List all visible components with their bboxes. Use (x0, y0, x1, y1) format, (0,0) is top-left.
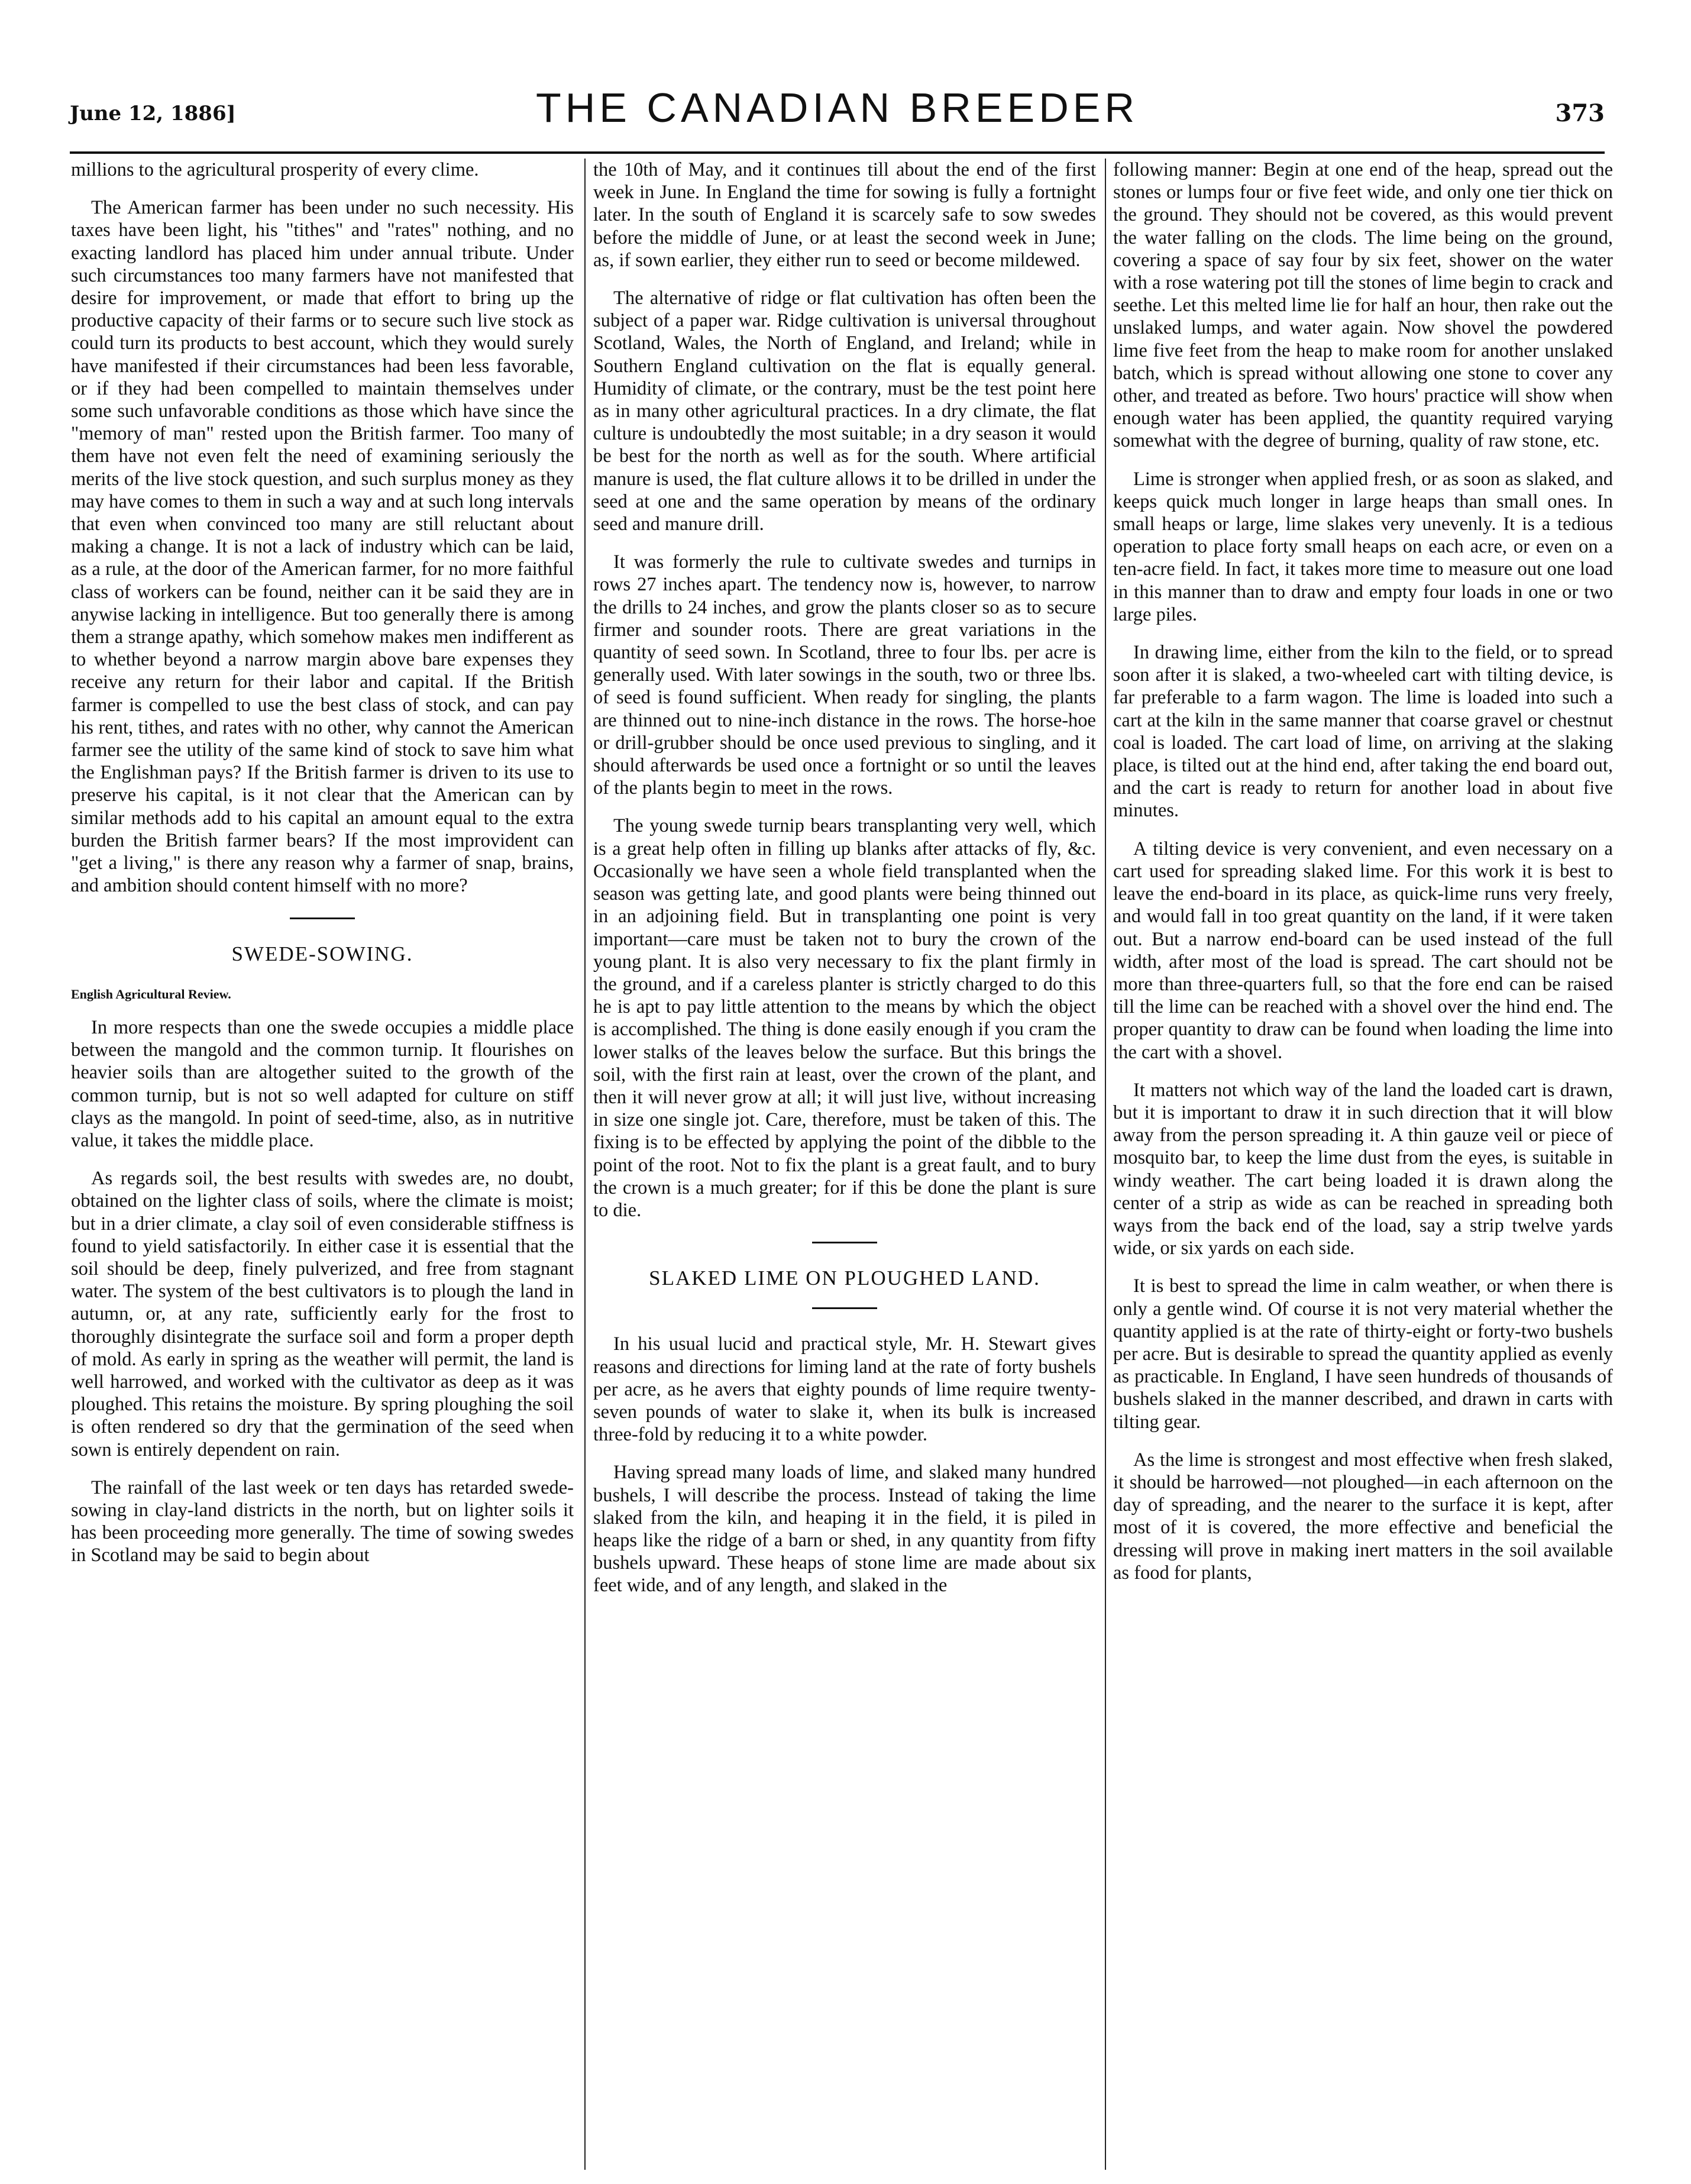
paragraph: It was formerly the rule to cultivate swedes and turnips in rows 27 inches apart. The tendency now is, however, to narrow the drills to 24 inches, and grow the plants closer so as to secure firmer and sounder roots. There are great variations in the quantity of seed sown. In Scotland, three to four lbs. per acre is generally used. With later sowings in the south, two or three lbs. of seed is found sufficient. When ready for singling, the plants are thinned out to nine-inch distance in the rows. The horse-hoe or drill-grubber should be once used previous to singling, and it should afterwards be used once a fortnight or so until the leaves of the plants begin to meet in the rows. (593, 551, 1096, 799)
paragraph: In more respects than one the swede occupies a middle place between the mangold and the common turnip. It flourishes on heavier soils than are altogether suited to the growth of the common turnip, but is not so well adapted for culture on stiff clays as the mangold. In point of seed-time, also, as in nutritive value, it takes the middle place. (71, 1016, 574, 1151)
section-title-swede-sowing: SWEDE-SOWING. (231, 942, 413, 965)
paragraph: A tilting device is very convenient, and even necessary on a cart used for spreading slaked lime. For this work it is best to leave the end-board in its place, as quick-lime runs very freely, and would fall in too great quantity on the land, if it were taken out. But a narrow end-board can be used instead of the full width, after most of the load is spread. The cart should not be more than three-quarters full, so that the fore end can be raised till the lime can be reached with a shovel over the hind end. The proper quantity to draw can be found when loading the lime into the cart with a shovel. (1113, 838, 1613, 1063)
paragraph: It matters not which way of the land the loaded cart is drawn, but it is important to draw it in such direction that it will blow away from the person spreading it. A thin gauze veil or piece of mosquito bar, to keep the lime dust from the eyes, is suitable in windy weather. The cart being loaded it is drawn along the center of a strip as wide as can be reached in spreading both ways from the back end of the load, say a strip twelve yards wide, or six yards on each side. (1113, 1079, 1613, 1259)
paragraph: following manner: Begin at one end of the heap, spread out the stones or lumps four or five feet wide, and only one tier thick on the ground. They should not be covered, as this would prevent the water falling on the clods. The lime being on the ground, covering a space of say four by six feet, shower on the water with a rose watering pot till the stones of lime begin to crack and seethe. Let this melted lime lie for half an hour, then rake out the unslaked lumps, and water again. Now shovel the powdered lime five feet from the heap to make room for another unslaked batch, which is spread without allowing one stone to cover any other, and treated as before. Two hours' practice will show when enough water has been applied, the quantity required varying somewhat with the degree of burning, quality of raw stone, etc. (1113, 159, 1613, 452)
paragraph: the 10th of May, and it continues till about the end of the first week in June. In England the time for sowing is fully a fortnight later. In the south of England it is scarcely safe to sow swedes before the middle of June, or at least the second week in June; as, if sown earlier, they either run to seed or become mildewed. (593, 159, 1096, 271)
paragraph: In his usual lucid and practical style, Mr. H. Stewart gives reasons and directions for liming land at the rate of forty bushels per acre, as he avers that eighty pounds of lime require twenty-seven pounds of water to slake it, when its bulk is increased three-fold by reducing it to a white powder. (593, 1333, 1096, 1446)
paragraph: The rainfall of the last week or ten days has retarded swede-sowing in clay-land districts in the north, but on lighter soils it has been proceeding more generally. The time of sowing swedes in Scotland may be said to begin about (71, 1477, 574, 1566)
paragraph: millions to the agricultural prosperity of every clime. (71, 159, 479, 180)
column-divider (1105, 159, 1106, 2170)
section-rule (812, 1307, 877, 1309)
paragraph: The American farmer has been under no such necessity. His taxes have been light, his "tithes" and "rates" nothing, and no exacting landlord has placed him under annual tribute. Under such circumstances too many farmers have not manifested that desire for improvement, or made that effort to bring up the productive capacity of their farms or to secure such live stock as could turn its products to best account, which they would surely have manifested if their circumstances had been less favorable, or if they had been compelled to maintain themselves under some such unfavorable conditions as those which have since the "memory of man" rested upon the British farmer. Too many of them have not even felt the need of examining seriously the merits of the live stock question, and such surplus money as they may have comes to them in such a way and at such long intervals that even when convinced too many are still reluctant about making a change. It is not a lack of industry which can be laid, as a rule, at the door of the American farmer, for no more faithful class of workers can be found, neither can it be said they are in anywise lacking in intelligence. But too generally there is among them a strange apathy, which somehow makes men indifferent as to whether beyond a narrow margin above bare expenses they receive any return for their labor and capital. If the British farmer is compelled to use the best class of stock, and can pay his rent, tithes, and rates with no other, why cannot the American farmer see the utility of the same kind of stock to save him what the Englishman pays? If the British farmer is driven to its use to preserve his capital, is it not clear that the American can by similar methods add to his capital an amount equal to the extra burden the British farmer bears? If the most improvident can "get a living," is there any reason why a farmer of snap, brains, and ambition should content himself with no more? (71, 197, 574, 897)
column-1 (71, 159, 574, 2173)
paragraph: As regards soil, the best results with swedes are, no doubt, obtained on the lighter class of soils, where the climate is moist; but in a drier climate, a clay soil of even considerable stiffness is found to yield satisfactorily. In either case it is essential that the soil should be deep, finely pulverized, and free from stagnant water. The system of the best cultivators is to plough the land in autumn, or, at any rate, sufficiently early for the frost to thoroughly disintegrate the surface soil and form a proper depth of mold. As early in spring as the weather will permit, the land is well harrowed, and worked with the cultivator as deep as it was ploughed. This retains the moisture. By spring ploughing the soil is often rendered so dry that the germination of the seed when sown is entirely dependent on rain. (71, 1168, 574, 1461)
paragraph: The young swede turnip bears transplanting very well, which is a great help often in filling up blanks after attacks of fly, &c. Occasionally we have seen a whole field transplanted when the season was getting late, and good plants were being thinned out in an adjoining field. But in transplanting one point is very important—care must be taken not to bury the crown of the young plant. It is also very necessary to fix the plant firmly in the ground, and if a careless planter is strictly charged to do this he is apt to pay little attention to the means by which the object is accomplished. The thing is done easily enough if you cram the lower stalks of the leaves below the surface. But this brings the soil, with the first rain at least, over the crown of the plant, and then it will never grow at all; it will just live, without increasing in size one single jot. Care, therefore, must be taken of this. The fixing is to be effected by applying the point of the dibble to the point of the root. Not to fix the plant is a great fault, and to bury the crown is a much greater; for if this be done the plant is sure to die. (593, 815, 1096, 1221)
page-header (70, 84, 1605, 149)
section-title-slaked-lime: SLAKED LIME ON PLOUGHED LAND. (649, 1267, 1040, 1290)
column-divider (584, 159, 586, 2170)
section-rule (290, 917, 355, 919)
issue-date: June 12, 1886] (70, 102, 236, 125)
page-number: 373 (1555, 99, 1605, 127)
paragraph: Lime is stronger when applied fresh, or as soon as slaked, and keeps quick much longer in large heaps than small ones. In small heaps or large, lime slakes very unevenly. It is a tedious operation to place forty small heaps on each acre, or even on a ten-acre field. In fact, it takes more time to measure out one load in this manner than to draw and empty four loads in one or two large piles. (1113, 468, 1613, 625)
paragraph: In drawing lime, either from the kiln to the field, or to spread soon after it is slaked, a two-wheeled cart with tilting device, is far preferable to a farm wagon. The lime is loaded into such a cart at the kiln in the same manner that coarse gravel or chestnut coal is loaded. The cart load of lime, on arriving at the slaking place, is tilted out at the hind end, after taking the end board out, and the cart is ready to return for another load in about five minutes. (1113, 642, 1613, 822)
paragraph: Having spread many loads of lime, and slaked many hundred bushels, I will describe the process. Instead of taking the lime slaked from the kiln, and heaping it in the field, it is piled in heaps like the ridge of a barn or shed, in any quantity from fifty bushels upward. These heaps of stone lime are made about six feet wide, and of any length, and slaked in the (593, 1462, 1096, 1597)
paragraph: The alternative of ridge or flat cultivation has often been the subject of a paper war. Ridge cultivation is universal throughout Scotland, Wales, the North of England, and Ireland; while in Southern England cultivation on the flat is equally general. Humidity of climate, or the contrary, must be the test point here as in many other agricultural practices. In a dry climate, the flat culture is undoubtedly the most suitable; in a dry season it would be best for the north as well as for the south. Where artificial manure is used, the flat culture allows it to be drilled in under the seed at one and the same operation by means of the ordinary seed and manure drill. (593, 287, 1096, 535)
paragraph: It is best to spread the lime in calm weather, or when there is only a gentle wind. Of course it is not very material whether the quantity applied is at the rate of thirty-eight or forty-two bushels per acre. But is desirable to spread the quantity applied as evenly as practicable. In England, I have seen hundreds of thousands of bushels slaked in the manner described, and drawn in carts with tilting gear. (1113, 1275, 1613, 1433)
paragraph: As the lime is strongest and most effective when fresh slaked, it should be harrowed—not ploughed—in each afternoon on the day of spreading, and the nearer to the surface it is kept, after most of it is covered, the more effective and beneficial the dressing will prove in making inert matters in the soil available as food for plants, (1113, 1449, 1613, 1584)
column-2 (593, 159, 1096, 2173)
article-source: English Agricultural Review. (71, 986, 231, 1001)
section-rule (812, 1242, 877, 1243)
header-rule (70, 151, 1605, 154)
column-3 (1113, 159, 1613, 2173)
masthead-title: THE CANADIAN BREEDER (535, 85, 1139, 131)
